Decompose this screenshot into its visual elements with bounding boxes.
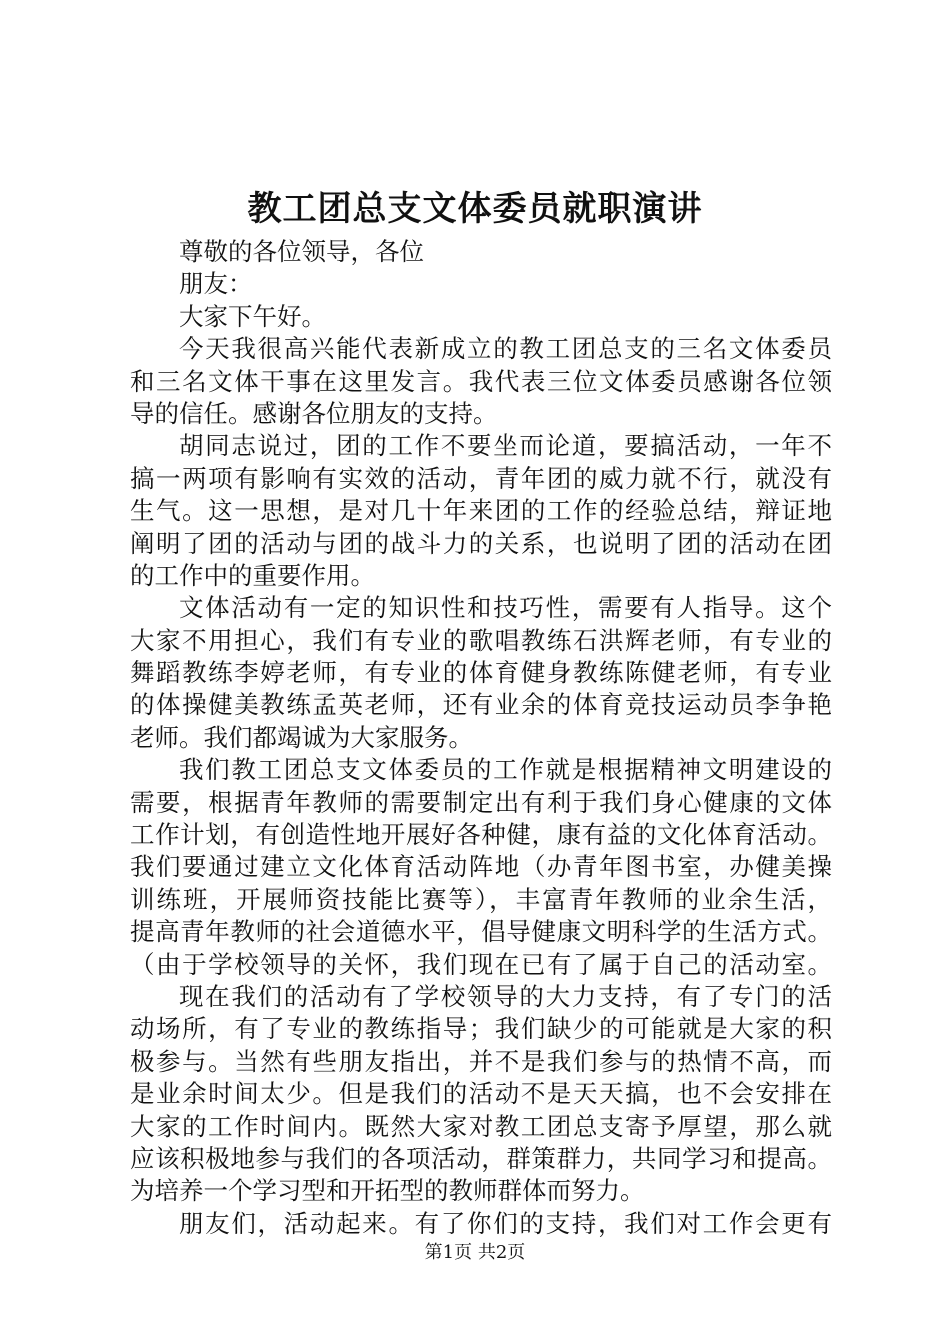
text-line: 搞一两项有影响有实效的活动，青年团的威力就不行，就没有 [130, 463, 832, 493]
text-line: 极参与。当然有些朋友指出，并不是我们参与的热情不高，而 [130, 1046, 832, 1076]
text-line: 提高青年教师的社会道德水平，倡导健康文明科学的生活方式。 [130, 917, 832, 947]
text-line: 大家下午好。 [179, 301, 326, 331]
text-line: 文体活动有一定的知识性和技巧性，需要有人指导。这个 [179, 593, 832, 623]
text-line: 朋友： [179, 269, 253, 299]
text-line: 舞蹈教练李婷老师，有专业的体育健身教练陈健老师，有专业 [130, 658, 832, 688]
text-line: 需要，根据青年教师的需要制定出有利于我们身心健康的文体 [130, 787, 832, 817]
text-line: 现在我们的活动有了学校领导的大力支持，有了专门的活 [179, 981, 832, 1011]
page-footer: 第1页 共2页 [424, 1242, 526, 1263]
text-line: 生气。这一思想，是对几十年来团的工作的经验总结，辩证地 [130, 496, 832, 526]
text-line: 阐明了团的活动与团的战斗力的关系，也说明了团的活动在团 [130, 528, 832, 558]
text-line: 是业余时间太少。但是我们的活动不是天天搞，也不会安排在 [130, 1079, 832, 1109]
text-line: 动场所，有了专业的教练指导；我们缺少的可能就是大家的积 [130, 1014, 832, 1044]
text-line: 应该积极地参与我们的各项活动，群策群力，共同学习和提高。 [130, 1143, 832, 1173]
text-line: 和三名文体干事在这里发言。我代表三位文体委员感谢各位领 [130, 366, 832, 396]
text-line: 胡同志说过，团的工作不要坐而论道，要搞活动，一年不 [179, 431, 832, 461]
text-line: 导的信任。感谢各位朋友的支持。 [130, 398, 498, 428]
text-line: 为培养一个学习型和开拓型的教师群体而努力。 [130, 1176, 645, 1206]
text-line: 工作计划，有创造性地开展好各种健，康有益的文化体育活动。 [130, 820, 832, 850]
text-line: 训练班，开展师资技能比赛等），丰富青年教师的业余生活， [130, 884, 832, 914]
text-line: 我们教工团总支文体委员的工作就是根据精神文明建设的 [179, 755, 832, 785]
text-line: 尊敬的各位领导，各位 [179, 237, 424, 266]
text-line: 朋友们，活动起来。有了你们的支持，我们对工作会更有 [179, 1208, 832, 1238]
text-line: 今天我很高兴能代表新成立的教工团总支的三名文体委员 [179, 334, 832, 364]
text-line: 我们要通过建立文化体育活动阵地（办青年图书室，办健美操 [130, 852, 832, 882]
text-line: 老师。我们都竭诚为大家服务。 [130, 722, 473, 752]
text-line: 的工作中的重要作用。 [130, 560, 375, 590]
document-body [130, 236, 832, 1240]
text-line: 的体操健美教练孟英老师，还有业余的体育竞技运动员李争艳 [130, 690, 832, 720]
document-title: 教工团总支文体委员就职演讲 [247, 189, 703, 229]
text-line: （由于学校领导的关怀，我们现在已有了属于自己的活动室。 [130, 949, 832, 979]
text-line: 大家不用担心，我们有专业的歌唱教练石洪辉老师，有专业的 [130, 625, 832, 655]
text-line: 大家的工作时间内。既然大家对教工团总支寄予厚望，那么就 [130, 1111, 832, 1141]
